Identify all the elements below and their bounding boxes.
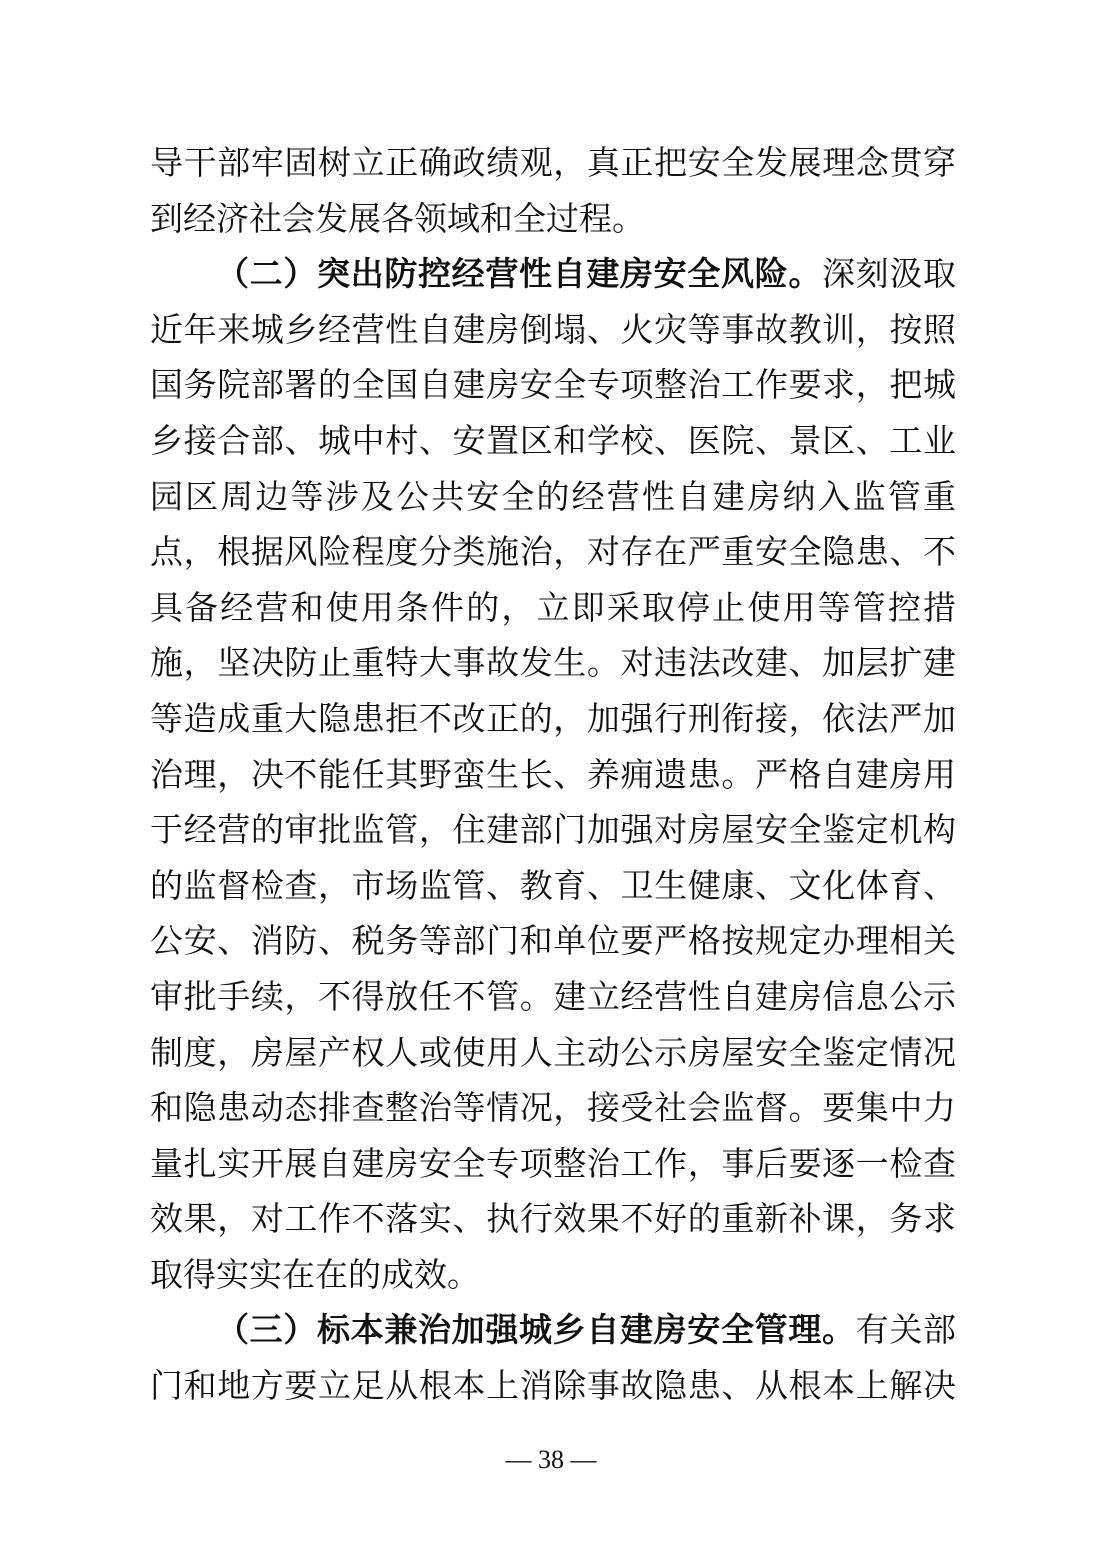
document-body bbox=[150, 137, 956, 1416]
text-line: 治理，决不能任其野蛮生长、养痈遗患。严格自建房用 bbox=[150, 757, 956, 794]
text-line: 等造成重大隐患拒不改正的，加强行刑衔接，依法严加 bbox=[150, 701, 956, 738]
text-line: 效果，对工作不落实、执行效果不好的重新补课，务求 bbox=[150, 1202, 956, 1239]
text-line bbox=[150, 1304, 956, 1360]
page-number: — 38 — bbox=[505, 1445, 597, 1474]
text-line: 公安、消防、税务等部门和单位要严格按规定办理相关 bbox=[150, 924, 956, 961]
text-line: 审批手续，不得放任不管。建立经营性自建房信息公示 bbox=[150, 979, 956, 1016]
text-line: 园区周边等涉及公共安全的经营性自建房纳入监管重 bbox=[150, 479, 956, 516]
text-line: 导干部牢固树立正确政绩观，真正把安全发展理念贯穿 bbox=[150, 146, 956, 182]
text-run: 有关部 bbox=[855, 1313, 957, 1350]
text-line: 和隐患动态排查整治等情况，接受社会监督。要集中力 bbox=[150, 1091, 956, 1128]
text-line: 施，坚决防止重特大事故发生。对违法改建、加层扩建 bbox=[150, 646, 956, 683]
text-line: 取得实实在在的成效。 bbox=[150, 1257, 480, 1294]
text-run: 深刻汲取 bbox=[822, 257, 957, 294]
text-line: 于经营的审批监管，住建部门加强对房屋安全鉴定机构 bbox=[150, 813, 956, 850]
section-heading-2: （二）突出防控经营性自建房安全风险。 bbox=[216, 257, 822, 294]
text-line: 乡接合部、城中村、安置区和学校、医院、景区、工业 bbox=[150, 423, 956, 460]
text-line: 量扎实开展自建房安全专项整治工作，事后要逐一检查 bbox=[150, 1146, 956, 1183]
text-line: 门和地方要立足从根本上消除事故隐患、从根本上解决 bbox=[150, 1369, 956, 1406]
text-line bbox=[150, 248, 956, 304]
text-line: 国务院部署的全国自建房安全专项整治工作要求，把城 bbox=[150, 368, 956, 405]
section-heading-3: （三）标本兼治加强城乡自建房安全管理。 bbox=[216, 1313, 856, 1350]
text-line: 具备经营和使用条件的，立即采取停止使用等管控措 bbox=[150, 590, 956, 627]
text-line: 近年来城乡经营性自建房倒塌、火灾等事故教训，按照 bbox=[150, 312, 956, 349]
text-line: 的监督检查，市场监管、教育、卫生健康、文化体育、 bbox=[150, 868, 956, 905]
text-line: 制度，房屋产权人或使用人主动公示房屋安全鉴定情况 bbox=[150, 1035, 956, 1072]
text-line: 到经济社会发展各领域和全过程。 bbox=[150, 201, 645, 238]
text-line: 点，根据风险程度分类施治，对存在严重安全隐患、不 bbox=[150, 535, 956, 572]
